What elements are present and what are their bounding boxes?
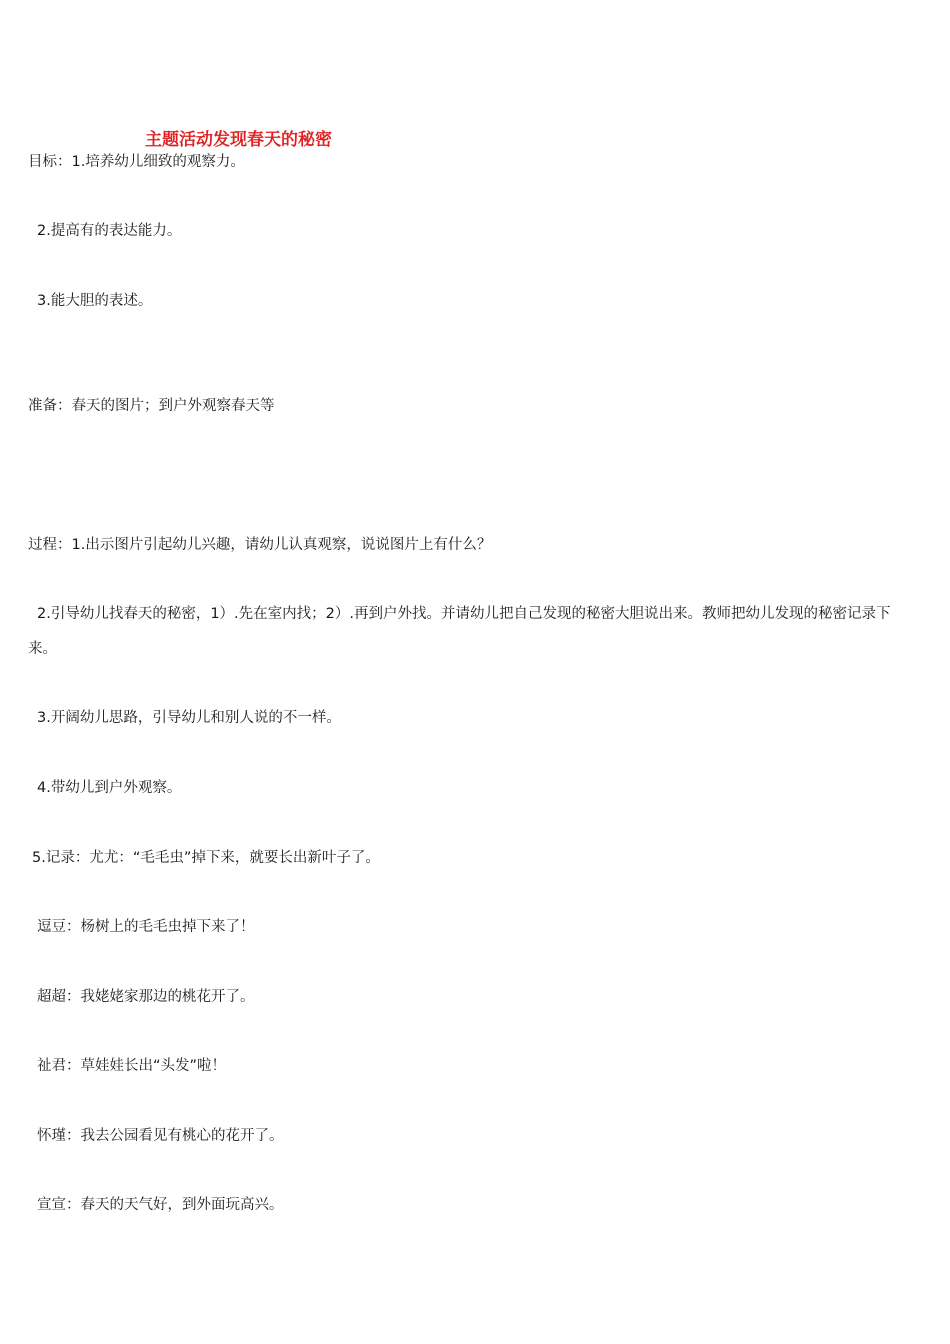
record-item: 逗豆：杨树上的毛毛虫掉下来了！ bbox=[37, 919, 255, 935]
goal-item-3: 3.能大胆的表述。 bbox=[37, 293, 153, 309]
record-item: 宣宣：春天的天气好，到外面玩高兴。 bbox=[37, 1197, 284, 1213]
record-item: 祉君：草娃娃长出“头发”啦！ bbox=[37, 1058, 227, 1074]
process-item-4: 4.带幼儿到户外观察。 bbox=[37, 780, 182, 796]
process-item-2: 2.引导幼儿找春天的秘密，1）.先在室内找；2）.再到户外找。并请幼儿把自己发现的秘密大胆说出来。教师把幼儿发现的秘密记录下来。 bbox=[28, 606, 891, 657]
document-title: 主题活动发现春天的秘密 bbox=[145, 130, 332, 150]
record-item: 超超：我姥姥家那边的桃花开了。 bbox=[37, 989, 255, 1005]
record-item: 怀瑾：我去公园看见有桃心的花开了。 bbox=[37, 1128, 284, 1144]
goals-line-1 bbox=[28, 152, 245, 172]
preparation-line: 准备：春天的图片；到户外观察春天等 bbox=[28, 398, 275, 414]
goal-item-1: 1.培养幼儿细致的观察力。 bbox=[71, 154, 245, 170]
goals-label: 目标： bbox=[28, 154, 72, 170]
goal-item-2: 2.提高有的表达能力。 bbox=[37, 223, 182, 239]
process-item-5: 5.记录：尤尤：“毛毛虫”掉下来，就要长出新叶子了。 bbox=[32, 850, 380, 866]
process-item-3: 3.开阔幼儿思路，引导幼儿和别人说的不一样。 bbox=[37, 710, 341, 726]
process-item-1: 过程：1.出示图片引起幼儿兴趣，请幼儿认真观察，说说图片上有什么？ bbox=[28, 537, 492, 553]
